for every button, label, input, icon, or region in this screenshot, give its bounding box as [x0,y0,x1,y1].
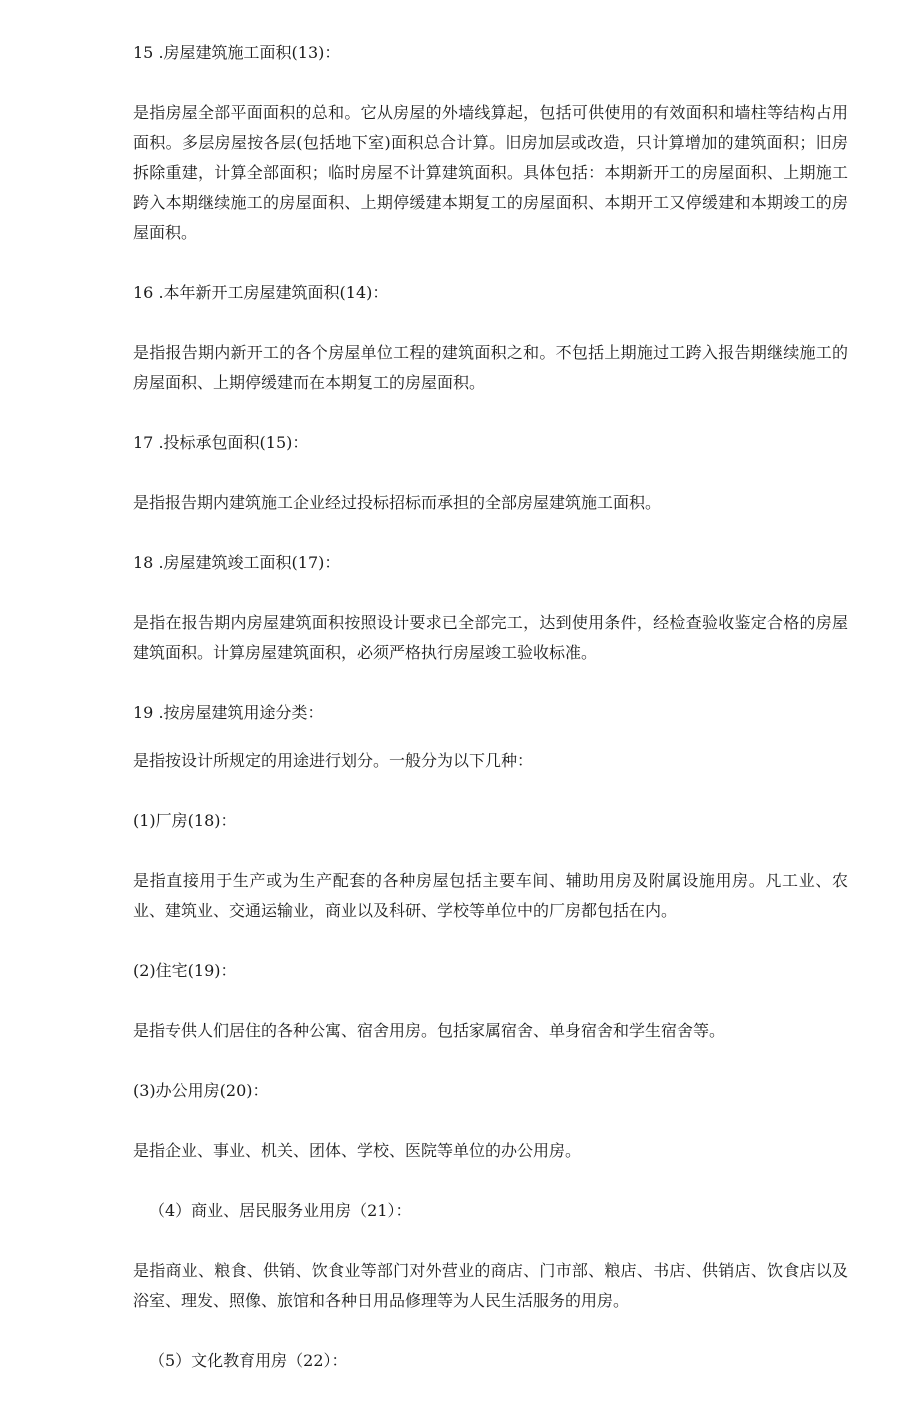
subsection-heading-commercial: （4）商业、居民服务业用房（21）： [149,1201,412,1220]
subsection-body-office: 是指企业、事业、机关、团体、学校、医院等单位的办公用房。 [133,1141,582,1160]
document-page [133,38,848,1406]
section-heading-16: 16 .本年新开工房屋建筑面积(14)： [133,283,389,302]
subsection-body-factory: 是指直接用于生产或为生产配套的各种房屋包括主要车间、辅助用房及附属设施用房。凡工业、农业、建筑业、交通运输业，商业以及科研、学校等单位中的厂房都包括在内。 [133,871,848,920]
subsection-heading-office: (3)办公用房(20)： [133,1081,269,1100]
section-body-16: 是指报告期内新开工的各个房屋单位工程的建筑面积之和。不包括上期施过工跨入报告期继续施工的房屋面积、上期停缓建而在本期复工的房屋面积。 [133,343,848,392]
subsection-heading-factory: (1)厂房(18)： [133,811,237,830]
subsection-body-residence: 是指专供人们居住的各种公寓、宿舍用房。包括家属宿舍、单身宿舍和学生宿舍等。 [133,1021,726,1040]
section-body-18: 是指在报告期内房屋建筑面积按照设计要求已全部完工，达到使用条件，经检查验收鉴定合格的房屋建筑面积。计算房屋建筑面积，必须严格执行房屋竣工验收标准。 [133,613,848,662]
section-body-15: 是指房屋全部平面面积的总和。它从房屋的外墙线算起，包括可供使用的有效面积和墙柱等结构占用面积。多层房屋按各层(包括地下室)面积总合计算。旧房加层或改造，只计算增加的建筑面积；旧房拆除重建，计算全部面积；临时房屋不计算建筑面积。具体包括：本期新开工的房屋面积、上期施工跨入本期继续施工的房屋面积、上期停缓建本期复工的房屋面积、本期开工又停缓建和本期竣工的房屋面积。 [133,103,848,242]
subsection-heading-residence: (2)住宅(19)： [133,961,237,980]
section-body-17: 是指报告期内建筑施工企业经过投标招标而承担的全部房屋建筑施工面积。 [133,493,662,512]
section-body-19: 是指按设计所规定的用途进行划分。一般分为以下几种： [133,751,534,770]
section-heading-17: 17 .投标承包面积(15)： [133,433,309,452]
subsection-body-commercial: 是指商业、粮食、供销、饮食业等部门对外营业的商店、门市部、粮店、书店、供销店、饮食店以及浴室、理发、照像、旅馆和各种日用品修理等为人民生活服务的用房。 [133,1261,848,1310]
section-heading-18: 18 .房屋建筑竣工面积(17)： [133,553,341,572]
section-heading-15: 15 .房屋建筑施工面积(13)： [133,43,341,62]
subsection-heading-education: （5）文化教育用房（22）： [149,1351,348,1370]
section-heading-19: 19 .按房屋建筑用途分类： [133,703,324,722]
